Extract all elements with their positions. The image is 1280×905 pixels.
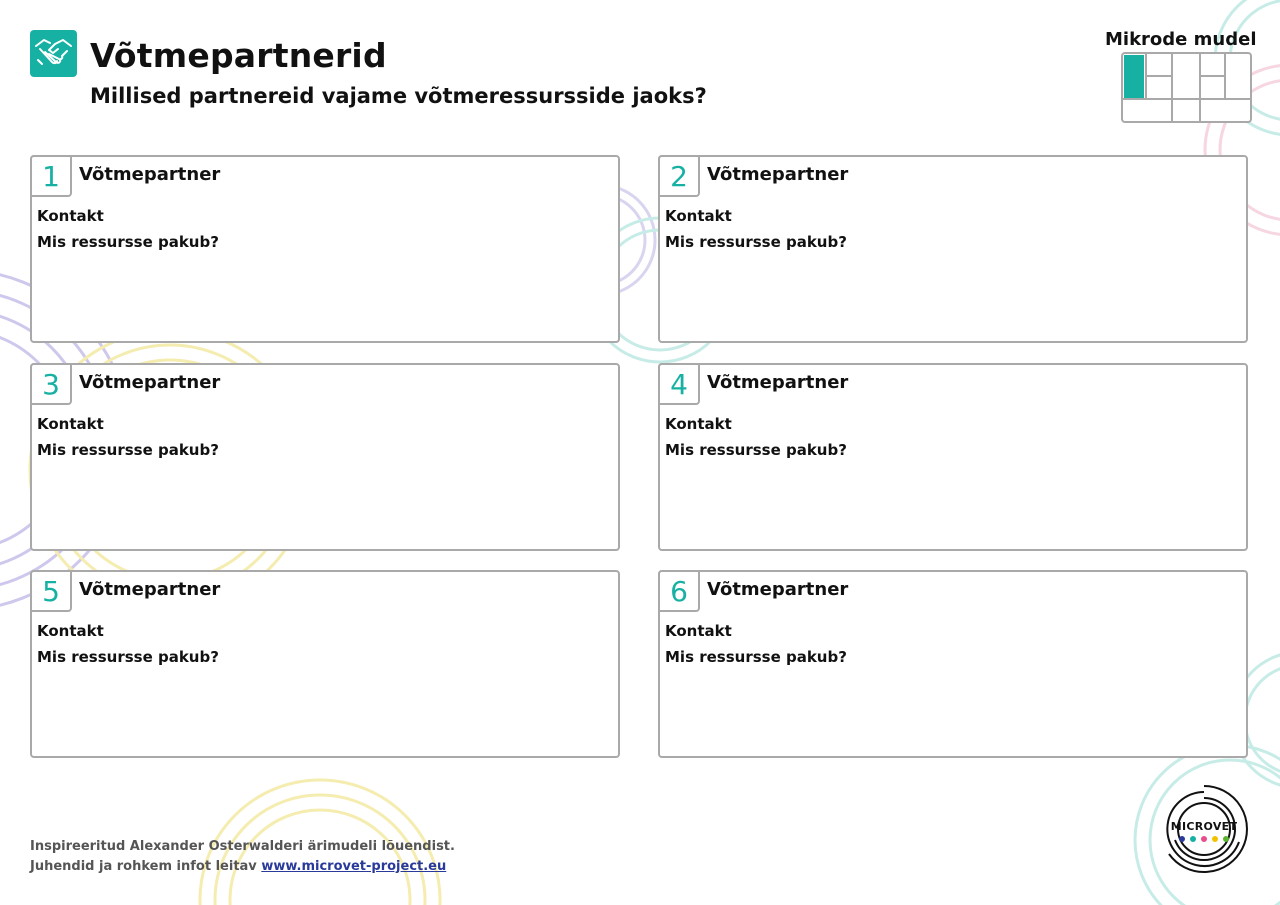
contact-label: Kontakt bbox=[37, 207, 104, 225]
resources-label: Mis ressursse pakub? bbox=[37, 441, 219, 459]
footer-info bbox=[30, 859, 446, 874]
model-label: Mikrode mudel bbox=[1105, 29, 1257, 50]
card-title: Võtmepartner bbox=[707, 579, 849, 600]
contact-label: Kontakt bbox=[665, 207, 732, 225]
brand-name: MICROVET bbox=[1170, 820, 1238, 833]
card-number: 3 bbox=[30, 363, 72, 405]
contact-label: Kontakt bbox=[37, 622, 104, 640]
card-number: 5 bbox=[30, 570, 72, 612]
card-number: 1 bbox=[30, 155, 72, 197]
card-title: Võtmepartner bbox=[79, 579, 221, 600]
contact-label: Kontakt bbox=[665, 415, 732, 433]
page-subtitle: Millised partnereid vajame võtmeressursside jaoks? bbox=[90, 84, 707, 108]
partner-card-1[interactable] bbox=[30, 155, 620, 343]
handshake-icon bbox=[30, 30, 77, 77]
resources-label: Mis ressursse pakub? bbox=[37, 648, 219, 666]
resources-label: Mis ressursse pakub? bbox=[37, 233, 219, 251]
card-title: Võtmepartner bbox=[707, 372, 849, 393]
footer-credit: Inspireeritud Alexander Osterwalderi ärimudeli lõuendist. bbox=[30, 839, 455, 854]
card-title: Võtmepartner bbox=[707, 164, 849, 185]
card-number: 2 bbox=[658, 155, 700, 197]
resources-label: Mis ressursse pakub? bbox=[665, 233, 847, 251]
resources-label: Mis ressursse pakub? bbox=[665, 441, 847, 459]
partner-card-3[interactable] bbox=[30, 363, 620, 551]
resources-label: Mis ressursse pakub? bbox=[665, 648, 847, 666]
card-number: 4 bbox=[658, 363, 700, 405]
card-title: Võtmepartner bbox=[79, 164, 221, 185]
partner-card-4[interactable] bbox=[658, 363, 1248, 551]
handshake-icon-box bbox=[30, 30, 77, 77]
contact-label: Kontakt bbox=[37, 415, 104, 433]
card-number: 6 bbox=[658, 570, 700, 612]
contact-label: Kontakt bbox=[665, 622, 732, 640]
partner-card-6[interactable] bbox=[658, 570, 1248, 758]
microvet-logo bbox=[1157, 782, 1251, 876]
footer-info-text: Juhendid ja rohkem infot leitav bbox=[30, 859, 257, 874]
partner-card-5[interactable] bbox=[30, 570, 620, 758]
partner-card-2[interactable] bbox=[658, 155, 1248, 343]
page-title: Võtmepartnerid bbox=[90, 36, 387, 75]
model-grid-diagram bbox=[1121, 52, 1252, 123]
card-title: Võtmepartner bbox=[79, 372, 221, 393]
website-link[interactable]: www.microvet-project.eu bbox=[261, 859, 447, 874]
